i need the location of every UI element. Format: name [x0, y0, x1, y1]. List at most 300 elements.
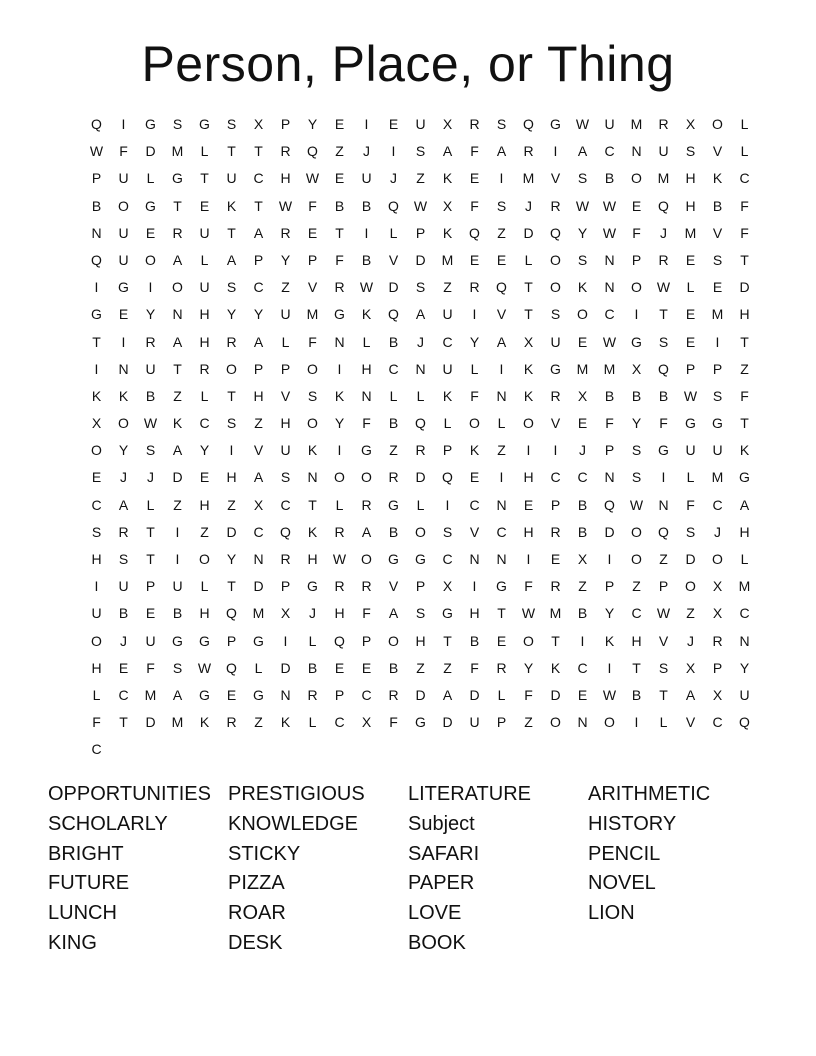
grid-letter: J	[660, 224, 667, 241]
grid-letter: V	[307, 279, 318, 296]
word-bank-item: OPPORTUNITIES	[48, 783, 211, 805]
grid-letter: B	[388, 523, 399, 540]
grid-letter: R	[550, 197, 561, 214]
grid-letter: R	[334, 279, 345, 296]
word-bank-item: LION	[588, 902, 635, 925]
grid-letter: I	[175, 523, 180, 540]
grid-letter: F	[470, 197, 479, 214]
grid-letter: F	[524, 578, 533, 595]
grid-letter: I	[121, 333, 126, 350]
grid-letter: L	[497, 686, 506, 703]
word-bank-item: ROAR	[228, 902, 286, 925]
grid-letter: K	[739, 442, 750, 459]
grid-letter: N	[604, 251, 615, 268]
grid-letter: Q	[388, 306, 399, 323]
grid-letter: A	[172, 333, 183, 350]
grid-letter: Y	[145, 306, 156, 323]
grid-letter: T	[173, 197, 182, 214]
grid-letter: O	[199, 551, 210, 567]
grid-letter: F	[740, 224, 749, 241]
grid-letter: F	[605, 415, 614, 432]
grid-letter: D	[253, 578, 264, 595]
grid-letter: K	[199, 714, 210, 731]
grid-letter: E	[469, 251, 480, 268]
grid-letter: N	[496, 387, 507, 404]
grid-letter: P	[226, 632, 237, 649]
grid-letter: G	[172, 170, 183, 187]
grid-letter: H	[199, 496, 210, 513]
grid-letter: I	[337, 442, 342, 459]
grid-letter: Y	[604, 605, 615, 622]
grid-letter: B	[361, 197, 372, 214]
grid-letter: O	[91, 632, 102, 649]
grid-letter: B	[469, 632, 480, 649]
grid-letter: C	[361, 686, 372, 703]
grid-letter: O	[550, 279, 561, 296]
grid-letter: E	[118, 306, 129, 323]
grid-letter: Y	[199, 442, 210, 459]
grid-letter: I	[94, 360, 99, 377]
grid-letter: A	[253, 224, 264, 241]
grid-letter: S	[226, 279, 237, 296]
grid-letter: L	[308, 714, 317, 731]
grid-letter: N	[658, 496, 669, 513]
grid-letter: S	[658, 333, 669, 350]
grid-letter: F	[146, 659, 155, 676]
grid-letter: G	[496, 578, 507, 595]
grid-letter: T	[308, 496, 317, 513]
grid-letter: E	[361, 659, 372, 676]
grid-letter: N	[739, 632, 750, 649]
grid-letter: V	[685, 714, 696, 731]
grid-letter: C	[253, 170, 264, 187]
grid-letter: H	[199, 306, 210, 323]
grid-letter: E	[712, 279, 723, 296]
grid-letter: N	[91, 224, 102, 241]
page-title: Person, Place, or Thing	[141, 36, 675, 92]
grid-letter: G	[145, 116, 156, 132]
grid-letter: V	[550, 170, 561, 187]
grid-letter: N	[577, 714, 588, 731]
grid-letter: Z	[632, 578, 641, 595]
grid-letter: Z	[740, 360, 749, 377]
grid-letter: T	[146, 523, 155, 540]
grid-letter: R	[226, 714, 237, 731]
grid-letter: L	[443, 415, 452, 432]
grid-letter: S	[496, 197, 507, 214]
grid-letter: Q	[658, 523, 669, 540]
grid-letter: C	[577, 469, 588, 486]
grid-letter: N	[415, 360, 426, 377]
grid-letter: R	[550, 387, 561, 404]
grid-letter: Y	[577, 224, 588, 241]
grid-letter: A	[172, 251, 183, 268]
grid-letter: F	[362, 415, 371, 432]
grid-letter: C	[388, 360, 399, 377]
grid-letter: I	[472, 578, 477, 595]
grid-letter: N	[631, 143, 642, 160]
grid-letter: J	[714, 523, 721, 540]
grid-letter: N	[280, 686, 291, 703]
grid-letter: F	[470, 143, 479, 160]
grid-letter: T	[254, 143, 263, 160]
grid-letter: S	[442, 523, 453, 540]
word-bank-item	[588, 929, 768, 959]
grid-letter: Y	[307, 116, 318, 132]
grid-letter: I	[661, 469, 666, 486]
grid-letter: O	[604, 714, 615, 731]
grid-letter: E	[91, 469, 102, 486]
grid-letter: T	[119, 714, 128, 731]
grid-letter: G	[253, 632, 264, 649]
grid-letter: G	[361, 442, 372, 459]
grid-letter: H	[739, 306, 750, 323]
grid-letter: H	[280, 170, 291, 187]
grid-letter: E	[631, 197, 642, 214]
grid-letter: E	[388, 116, 399, 132]
grid-letter: L	[389, 387, 398, 404]
grid-letter: S	[577, 170, 588, 187]
grid-letter: W	[143, 415, 158, 432]
grid-letter: C	[280, 496, 291, 513]
grid-letter: E	[334, 170, 345, 187]
grid-letter: S	[145, 442, 156, 459]
grid-letter: S	[226, 415, 237, 432]
grid-letter: I	[94, 279, 99, 296]
grid-letter: T	[92, 333, 101, 350]
grid-letter: R	[469, 279, 480, 296]
grid-letter: U	[118, 170, 129, 187]
grid-letter: O	[631, 551, 642, 567]
grid-letter: P	[550, 496, 561, 513]
grid-letter: L	[740, 143, 749, 160]
grid-letter: I	[526, 551, 531, 567]
grid-letter: J	[120, 469, 127, 486]
grid-letter: U	[604, 116, 615, 132]
grid-letter: W	[575, 116, 590, 132]
grid-letter: Q	[91, 116, 102, 132]
grid-letter: D	[172, 469, 183, 486]
grid-letter: F	[740, 197, 749, 214]
grid-letter: F	[524, 686, 533, 703]
grid-letter: S	[712, 251, 723, 268]
grid-letter: Y	[226, 551, 237, 567]
grid-letter: S	[280, 469, 291, 486]
grid-letter: Y	[226, 306, 237, 323]
grid-letter: U	[145, 360, 156, 377]
grid-letter: W	[359, 279, 374, 296]
grid-letter: T	[227, 143, 236, 160]
grid-letter: W	[278, 197, 293, 214]
grid-letter: T	[254, 197, 263, 214]
grid-letter: B	[577, 523, 588, 540]
grid-letter: O	[172, 279, 183, 296]
grid-letter: D	[280, 659, 291, 676]
grid-letter: E	[577, 333, 588, 350]
grid-letter: Z	[254, 714, 263, 731]
grid-letter: A	[118, 496, 129, 513]
grid-letter: K	[361, 306, 372, 323]
grid-letter: N	[604, 279, 615, 296]
grid-letter: S	[550, 306, 561, 323]
grid-letter: R	[361, 578, 372, 595]
grid-letter: H	[415, 632, 426, 649]
grid-letter: P	[253, 251, 264, 268]
grid-letter: Q	[307, 143, 318, 160]
grid-letter: B	[604, 387, 615, 404]
grid-letter: Z	[578, 578, 587, 595]
grid-letter: O	[685, 578, 696, 595]
grid-letter: M	[711, 306, 724, 323]
grid-letter: P	[361, 632, 372, 649]
grid-letter: U	[361, 170, 372, 187]
grid-letter: A	[496, 143, 507, 160]
grid-letter: I	[445, 496, 450, 513]
grid-letter: I	[364, 116, 369, 132]
grid-letter: B	[631, 686, 642, 703]
grid-letter: C	[577, 659, 588, 676]
grid-letter: O	[550, 714, 561, 731]
grid-letter: V	[550, 415, 561, 432]
grid-letter: P	[631, 251, 642, 268]
grid-letter: E	[523, 496, 534, 513]
grid-letter: R	[118, 523, 129, 540]
word-bank-item: BRIGHT	[48, 842, 124, 865]
grid-letter: W	[332, 551, 347, 567]
grid-letter: S	[658, 659, 669, 676]
grid-letter: L	[200, 578, 209, 595]
grid-letter: M	[684, 224, 697, 241]
grid-letter: K	[604, 632, 615, 649]
grid-letter: G	[658, 442, 669, 459]
grid-letter: N	[469, 551, 480, 567]
grid-letter: H	[739, 523, 750, 540]
grid-letter: X	[253, 496, 264, 513]
grid-letter: S	[307, 387, 318, 404]
grid-letter: J	[417, 333, 424, 350]
grid-letter: U	[739, 686, 750, 703]
grid-letter: G	[199, 632, 210, 649]
grid-letter: S	[226, 116, 237, 132]
grid-letter: G	[685, 415, 696, 432]
grid-letter: F	[119, 143, 128, 160]
grid-letter: V	[712, 143, 723, 160]
grid-letter: R	[550, 578, 561, 595]
grid-letter: T	[227, 578, 236, 595]
grid-letter: F	[740, 387, 749, 404]
grid-letter: U	[118, 251, 129, 268]
grid-letter: W	[629, 496, 644, 513]
grid-letter: P	[145, 578, 156, 595]
grid-letter: R	[280, 224, 291, 241]
word-bank-item: ARITHMETIC	[588, 783, 711, 805]
grid-letter: I	[148, 279, 153, 296]
grid-letter: H	[280, 415, 291, 432]
grid-letter: I	[94, 578, 99, 595]
grid-letter: E	[469, 469, 480, 486]
grid-letter: G	[199, 116, 210, 132]
word-bank-item: STICKY	[228, 842, 301, 865]
grid-letter: C	[550, 469, 561, 486]
grid-letter: P	[415, 578, 426, 595]
grid-letter: B	[658, 387, 669, 404]
grid-letter: X	[685, 659, 696, 676]
grid-letter: Z	[497, 224, 506, 241]
grid-letter: T	[740, 415, 749, 432]
grid-letter: H	[199, 333, 210, 350]
grid-letter: W	[305, 170, 320, 187]
grid-letter: M	[576, 360, 589, 377]
grid-letter: E	[685, 251, 696, 268]
grid-letter: Z	[173, 496, 182, 513]
grid-letter: W	[575, 197, 590, 214]
grid-letter: C	[604, 143, 615, 160]
grid-letter: I	[175, 551, 180, 567]
grid-letter: W	[602, 224, 617, 241]
grid-letter: F	[632, 224, 641, 241]
grid-letter: M	[738, 578, 751, 595]
grid-letter: F	[470, 387, 479, 404]
grid-letter: T	[551, 632, 560, 649]
grid-letter: R	[469, 116, 480, 132]
grid-letter: X	[91, 415, 102, 432]
grid-letter: C	[442, 551, 453, 567]
grid-letter: J	[579, 442, 586, 459]
grid-letter: T	[659, 306, 668, 323]
grid-letter: Q	[469, 224, 480, 241]
grid-letter: Z	[416, 659, 425, 676]
grid-letter: G	[415, 714, 426, 731]
grid-letter: Z	[524, 714, 533, 731]
grid-letter: K	[442, 387, 453, 404]
grid-letter: I	[499, 469, 504, 486]
grid-letter: U	[685, 442, 696, 459]
grid-letter: T	[227, 224, 236, 241]
grid-letter: K	[469, 442, 480, 459]
grid-letter: E	[145, 605, 156, 622]
word-bank-item: SAFARI	[408, 842, 480, 865]
grid-letter: H	[307, 551, 318, 567]
grid-letter: M	[603, 360, 616, 377]
grid-letter: U	[415, 116, 426, 132]
grid-letter: I	[553, 442, 558, 459]
grid-letter: G	[334, 306, 345, 323]
grid-letter: P	[91, 170, 102, 187]
grid-letter: Q	[658, 360, 669, 377]
grid-letter: U	[199, 224, 210, 241]
grid-letter: B	[577, 496, 588, 513]
grid-letter: L	[254, 659, 263, 676]
grid-letter: O	[523, 415, 534, 432]
letter-grid	[83, 111, 758, 764]
word-bank-item: FUTURE	[48, 872, 130, 895]
word-bank-item: HISTORY	[588, 812, 677, 835]
grid-letter: E	[199, 197, 210, 214]
grid-letter: T	[335, 224, 344, 241]
grid-letter: D	[685, 551, 696, 567]
grid-letter: P	[415, 224, 426, 241]
grid-letter: S	[415, 143, 426, 160]
grid-letter: M	[522, 170, 535, 187]
grid-letter: O	[712, 116, 723, 132]
grid-letter: S	[712, 387, 723, 404]
grid-letter: B	[631, 387, 642, 404]
grid-letter: U	[118, 224, 129, 241]
grid-letter: V	[496, 306, 507, 323]
grid-letter: A	[388, 605, 399, 622]
grid-letter: N	[496, 496, 507, 513]
grid-letter: T	[632, 659, 641, 676]
grid-letter: F	[470, 659, 479, 676]
grid-letter: G	[145, 197, 156, 214]
grid-letter: D	[145, 143, 156, 160]
grid-letter: X	[712, 686, 723, 703]
grid-letter: E	[577, 415, 588, 432]
grid-letter: Y	[469, 333, 480, 350]
grid-letter: D	[604, 523, 615, 540]
grid-letter: G	[172, 632, 183, 649]
grid-letter: X	[685, 116, 696, 132]
grid-letter: E	[118, 659, 129, 676]
grid-letter: J	[120, 632, 127, 649]
grid-letter: U	[226, 170, 237, 187]
grid-letter: O	[577, 306, 588, 323]
grid-letter: Q	[523, 116, 534, 132]
grid-letter: L	[362, 333, 371, 350]
grid-letter: Z	[497, 442, 506, 459]
grid-letter: P	[280, 116, 291, 132]
grid-letter: E	[496, 632, 507, 649]
grid-letter: I	[607, 551, 612, 567]
grid-letter: M	[171, 714, 184, 731]
grid-letter: C	[91, 741, 102, 758]
grid-letter: L	[659, 714, 668, 731]
grid-letter: N	[604, 469, 615, 486]
grid-letter: V	[253, 442, 264, 459]
grid-letter: L	[686, 469, 695, 486]
grid-letter: L	[686, 279, 695, 296]
grid-letter: B	[118, 605, 129, 622]
grid-letter: W	[656, 279, 671, 296]
grid-letter: O	[415, 523, 426, 540]
grid-letter: P	[442, 442, 453, 459]
grid-letter: E	[334, 659, 345, 676]
grid-letter: V	[388, 251, 399, 268]
grid-letter: L	[497, 415, 506, 432]
grid-letter: B	[172, 605, 183, 622]
grid-letter: O	[307, 360, 318, 377]
grid-letter: A	[685, 686, 696, 703]
grid-letter: Z	[281, 279, 290, 296]
grid-letter: C	[712, 496, 723, 513]
grid-letter: T	[524, 279, 533, 296]
grid-letter: K	[523, 360, 534, 377]
grid-letter: F	[686, 496, 695, 513]
grid-letter: M	[657, 170, 670, 187]
grid-letter: H	[226, 469, 237, 486]
grid-letter: Q	[658, 197, 669, 214]
grid-letter: A	[415, 306, 426, 323]
grid-letter: Z	[443, 279, 452, 296]
grid-letter: K	[91, 387, 102, 404]
grid-letter: R	[145, 333, 156, 350]
grid-letter: A	[361, 523, 372, 540]
grid-letter: K	[307, 523, 318, 540]
grid-letter: D	[415, 686, 426, 703]
grid-letter: J	[363, 143, 370, 160]
grid-letter: Q	[604, 496, 615, 513]
grid-letter: R	[361, 496, 372, 513]
